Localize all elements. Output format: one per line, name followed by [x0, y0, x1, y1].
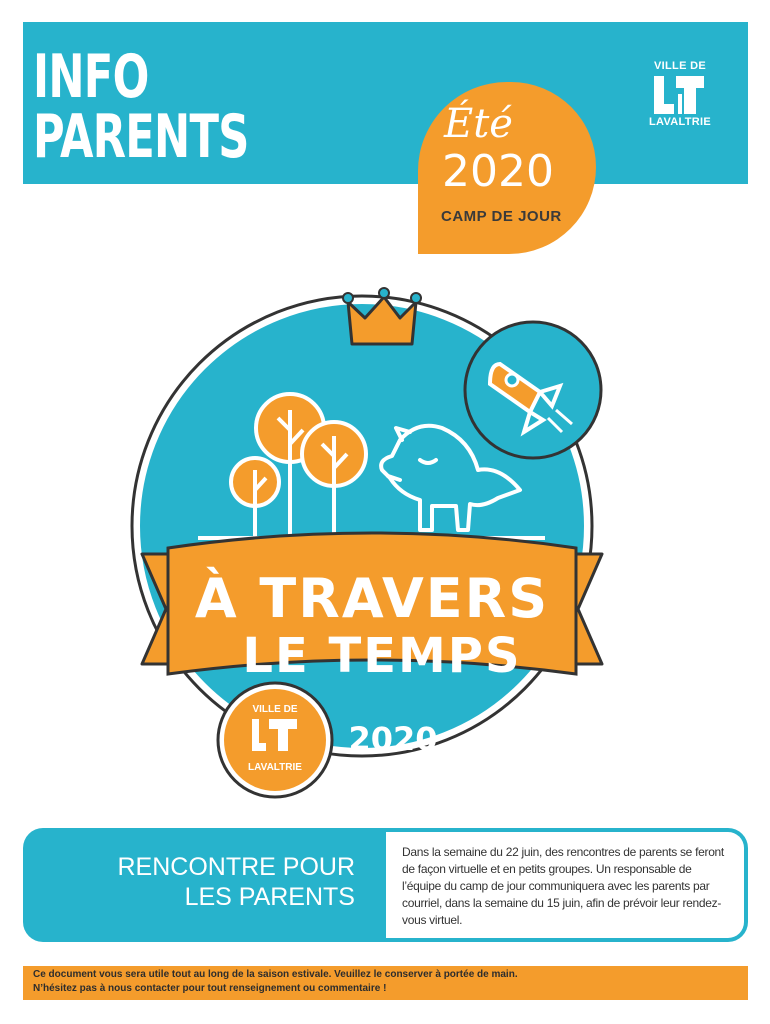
badge-logo-top: VILLE DE [252, 704, 298, 715]
season-subtitle: CAMP DE JOUR [441, 208, 562, 225]
banner-line2: LE TEMPS [242, 628, 522, 684]
rencontre-body: Dans la semaine du 22 juin, des rencontres de parents se feront de façon virtuelle et en petits groupes. Un responsable de l’équipe du camp de jour communiquera avec les parents par courriel, dans la semaine du 15 juin, afin de prévoir leur rendez-vous virtuel. [402, 845, 724, 927]
logo-top-label: VILLE DE [654, 60, 706, 72]
footer-note [33, 968, 743, 996]
badge-logo [218, 683, 332, 797]
banner-line1: À TRAVERS [194, 567, 550, 630]
badge-year: 2020 [348, 720, 438, 758]
logo-bottom-label: LAVALTRIE [649, 116, 711, 128]
title-line-info: INFO [33, 42, 149, 112]
title-line-parents: PARENTS [33, 102, 249, 172]
footer-line1: Ce document vous sera utile tout au long de la saison estivale. Veuillez le conserver à portée de main. [33, 969, 518, 980]
season-word: Été [444, 101, 513, 147]
rencontre-title-line1: RENCONTRE POUR [117, 853, 355, 881]
footer-line2: N’hésitez pas à nous contacter pour tout renseignement ou commentaire ! [33, 983, 387, 994]
rencontre-title-line2: LES PARENTS [184, 883, 355, 911]
rocket-icon [465, 322, 601, 458]
season-year: 2020 [442, 146, 554, 197]
badge-logo-bottom: LAVALTRIE [248, 762, 302, 773]
rencontre-title [60, 852, 355, 912]
